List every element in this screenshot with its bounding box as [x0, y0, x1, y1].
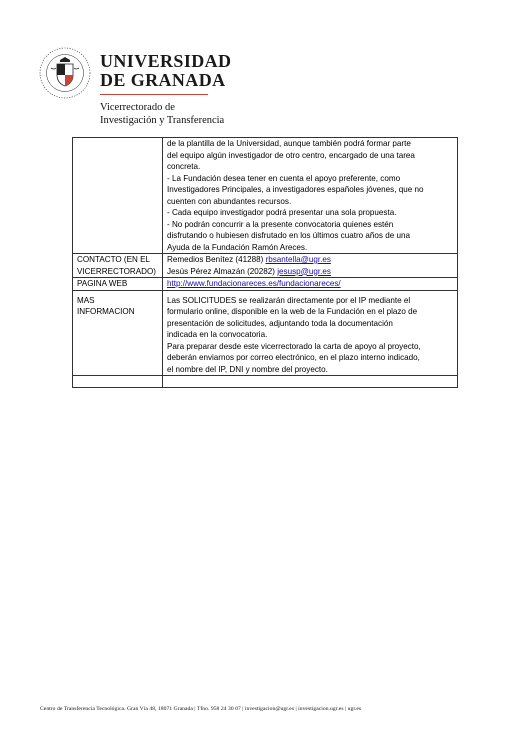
call-info-table	[72, 137, 458, 388]
more-info-line: indicada en la convocatoria.	[167, 330, 268, 339]
web-label: PAGINA WEB	[73, 278, 163, 291]
contact-email-1-link[interactable]: rbsantella@ugr.es	[265, 255, 331, 264]
more-info-line: deberán enviarnos por correo electrónico, en el plazo interno indicado,	[167, 353, 420, 362]
empty-cell	[163, 376, 458, 388]
table-row	[73, 254, 458, 278]
more-info-line: el nombre del IP, DNI y nombre del proyecto.	[167, 364, 328, 374]
more-info-cell	[163, 290, 458, 376]
contact-cell	[163, 254, 458, 278]
more-info-line: Para preparar desde este vicerrectorado la carta de apoyo al proyecto,	[167, 341, 421, 351]
requirements-line: del equipo algún investigador de otro centro, encargado de una tarea	[167, 150, 415, 160]
header-divider	[100, 94, 208, 95]
contact-line	[167, 254, 454, 266]
university-name-line1: UNIVERSIDAD	[100, 51, 232, 71]
contact-person-2: Jesús Pérez Almazán (20282)	[167, 266, 275, 276]
contact-label-line2: VICERRECTORADO)	[77, 266, 156, 276]
contact-label	[73, 254, 163, 278]
table-row	[73, 376, 458, 388]
table-row	[73, 278, 458, 291]
vicerrectorado-title	[100, 102, 224, 127]
requirements-line: de la plantilla de la Universidad, aunque también podrá formar parte	[167, 139, 411, 148]
requirements-line: Ayuda de la Fundación Ramón Areces.	[167, 242, 308, 252]
requirements-line: concreta.	[167, 162, 201, 171]
web-cell	[163, 278, 458, 291]
requirements-line: - Cada equipo investigador podrá presentar una sola propuesta.	[167, 208, 397, 217]
more-info-label-line2: INFORMACION	[77, 307, 135, 316]
web-url-link[interactable]: http://www.fundacionareces.es/fundacionareces/	[167, 279, 341, 288]
empty-cell	[73, 376, 163, 388]
more-info-line: formulario online, disponible en la web de la Fundación en el plazo de	[167, 307, 418, 316]
page-footer: Centro de Transferencia Tecnológica. Gran Vía 48, 18071 Granada | Tfno. 958 24 30 07 | investigacion@ugr.es | investigacion.ugr.es | ugr.es	[40, 706, 362, 712]
contact-label-line1: CONTACTO (EN EL	[77, 255, 151, 264]
university-seal-icon	[38, 46, 92, 100]
more-info-label	[73, 290, 163, 376]
table-row	[73, 290, 458, 376]
contact-email-2-link[interactable]: jesusp@ugr.es	[277, 266, 331, 276]
requirements-line: disfrutando o hubiesen disfrutado en los últimos cuatro años de una	[167, 231, 410, 240]
requirements-line: cuenten con abundantes recursos.	[167, 196, 292, 206]
contact-line	[167, 266, 454, 278]
requirements-cell	[163, 138, 458, 254]
requirements-label-cell	[73, 138, 163, 254]
requirements-line: - No podrán concurrir a la presente convocatoria quienes estén	[167, 219, 394, 229]
vicerrectorado-line1: Vicerrectorado de	[100, 102, 175, 113]
university-name-line2: DE GRANADA	[100, 70, 226, 90]
vicerrectorado-line2: Investigación y Transferencia	[100, 114, 225, 126]
requirements-line: - La Fundación desea tener en cuenta el apoyo preferente, como	[167, 173, 401, 183]
table-row	[73, 138, 458, 254]
more-info-line: presentación de solicitudes, adjuntando toda la documentación	[167, 318, 393, 328]
university-name	[100, 52, 231, 90]
more-info-line: Las SOLICITUDES se realizarán directamente por el IP mediante el	[167, 295, 411, 305]
more-info-label-line1: MAS	[77, 295, 95, 305]
requirements-line: Investigadores Principales, a investigadores españoles jóvenes, que no	[167, 185, 424, 194]
contact-person-1: Remedios Benítez (41288)	[167, 255, 264, 264]
